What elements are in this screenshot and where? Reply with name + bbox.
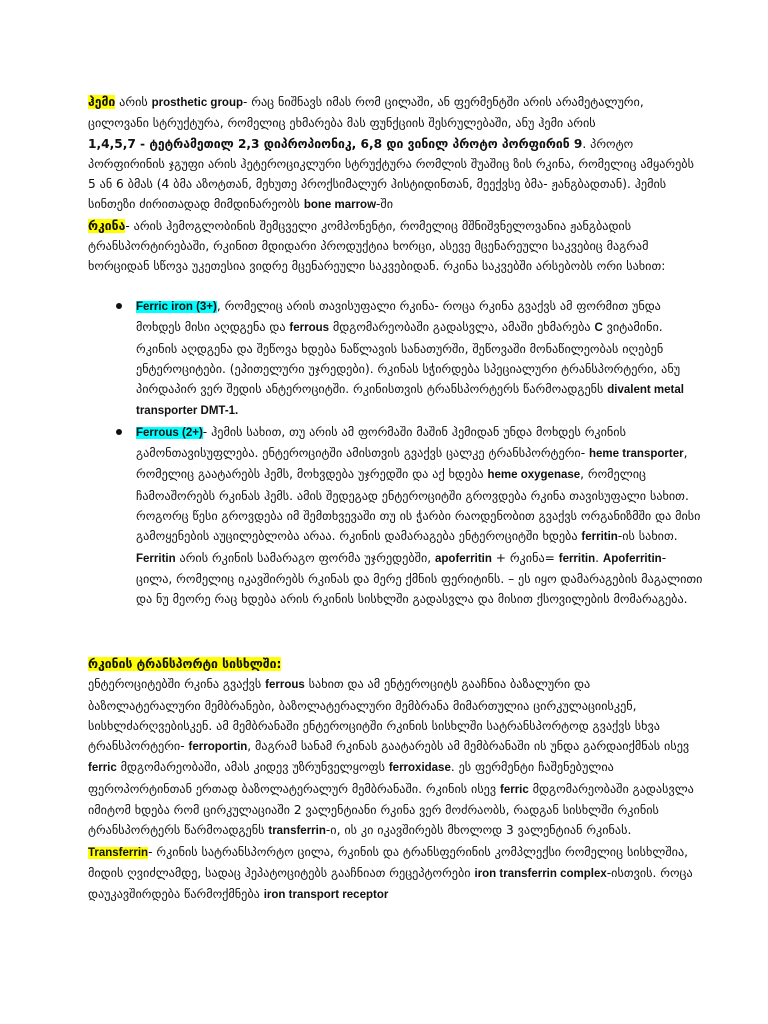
term: heme oxygenase bbox=[487, 469, 581, 482]
text: - რაც ნიშნავს იმას რომ ცილაში, ან ფერმენტში არის არამეტალური, ცილოვანი სტრუქტურა, რომელიც ეხმარება მას ფუნქციის შესრულებაში, ანუ ჰემი არის bbox=[88, 95, 644, 131]
term: ferrous bbox=[289, 322, 330, 335]
text: . პროტო პორფირინის ჯგუფი არის ჰეტეროციკლური სტრუქტურა რომლის შუაშიც ზის რკინა, რომელიც ამყარებს 5 ან 6 ბმას (4 ბმა აზოტთან, მეხუთე პროქსიმალურ ჰისტიდინთან, მეექვსე ბმა- ჟანგბადთან). ჰემის სინთეზი ძირითადად მიმდინარეობს bbox=[88, 136, 694, 212]
term: Ferritin bbox=[136, 552, 176, 565]
text: , რომელიც ჩამოაშორებს რკინას ჰემს. ამის შედეგად ენტეროციტში გროვდება რკინა თავისუფალი სახით. როგორც წესი გროვდება იმ შემთხვევაში თუ ის ჭარბი რაოდენობით გვაქვს ორგანიზმში და მისი გამოყენების აუცილებლობა არაა. რკინის დამარაგება ენტეროციტში ხდება bbox=[136, 467, 701, 544]
text: , რომელიც არის თავისუფალი რკინა- როცა რკინა გვაქვს ამ ფორმით უნდა მოხდეს მისი აღდგენა და bbox=[136, 299, 661, 335]
text: მდგომარეობაში გადასვლა, ამაში ეხმარება bbox=[329, 320, 595, 335]
term: Apoferritin bbox=[602, 552, 662, 565]
ferric-iron-term: Ferric iron (3+) bbox=[136, 301, 217, 313]
text: -ისთვის. როცა დაუკავშირდება წარმოქმნება bbox=[88, 865, 693, 902]
transferrin-term: Transferrin bbox=[88, 846, 149, 859]
term: ferritin bbox=[558, 552, 596, 565]
term: heme transporter bbox=[589, 448, 684, 461]
term: apoferritin bbox=[435, 552, 492, 565]
text: . bbox=[595, 550, 603, 565]
bullet-icon bbox=[116, 303, 122, 309]
heme-paragraph bbox=[88, 92, 700, 277]
text: არის რკინის სამარაგო ფორმა უჯრედებში, bbox=[175, 550, 436, 565]
iron-term: რკინა bbox=[88, 218, 126, 233]
text: სახით და ამ ენტეროციტს გააჩნია ბაზალური და ბაზოლატერალური მემბრანები, ბაზოლატერალური მემბრანა მიმართულია ცირკულაციისკენ, სისხლძარღვებისკენ. ამ მემბრანაში ენტეროციტში რკინის სისხლში სატრანსპორტოდ გვაქვს სხვა ტრანსპორტერი- bbox=[88, 677, 660, 754]
text: - არის ჰემოგლობინის შემცველი კომპონენტი, რომელიც მშნიშვნელოვანია ჟანგბადის ტრანსპორტირებაში, რკინით მდიდარი პროდუქტია ხორცი, ასევე მცენარეული საკვებიც მაგრამ ხორციდან სწოვა უკეთესია ვიდრე მცენარეული საკვებიდან. რკინა საკვებში არსებობს ორი სახით: bbox=[88, 218, 666, 274]
section-heading: რკინის ტრანსპორტი სისხლში: bbox=[88, 657, 282, 671]
term: ferric bbox=[500, 783, 529, 796]
text: არის bbox=[115, 95, 152, 109]
term: ferroxidase bbox=[388, 762, 451, 775]
term: transferrin bbox=[268, 825, 326, 838]
prosthetic-group-term: prosthetic group bbox=[151, 97, 244, 109]
text: . ეს ფერმენტი ჩაშენებულია ფეროპორტინთან ერთად ბაზოლატერალურ მემბრანაში. რკინის ისევ bbox=[88, 760, 614, 796]
text: მდგომარეობაში, ამას კიდევ უზრუნველყოფს bbox=[116, 760, 389, 775]
text: - რკინის სატრანსპორტო ცილა, რკინის და ტრანსფერინის კომპლექსი რომელიც სისხლშია, მიდის ღვიძლამდე, სადაც ჰეპატოციტებს გააჩნიათ რეცეპტორები bbox=[88, 844, 689, 880]
bullet-icon bbox=[116, 429, 122, 435]
term: ferritin bbox=[581, 531, 618, 544]
term: iron transferrin complex bbox=[474, 867, 607, 880]
term: ferroportin bbox=[188, 741, 248, 754]
term: ferrous bbox=[265, 679, 305, 692]
term: ferric bbox=[88, 762, 117, 775]
text: -ის სახით. bbox=[617, 529, 678, 544]
text: , მაგრამ სანამ რკინას გაატარებს ამ მემბრანაში ის უნდა გარდაიქმნას ისევ bbox=[247, 739, 690, 754]
heme-term: ჰემი bbox=[88, 95, 116, 109]
dmt1-term: divalent metal transporter DMT-1. bbox=[136, 384, 684, 418]
list-item-ferric bbox=[116, 296, 704, 422]
text: -ში bbox=[376, 197, 394, 212]
text: + რკინა= bbox=[491, 550, 559, 565]
iron-forms-list bbox=[116, 296, 704, 609]
text: ვიტამინი. რკინის აღდგენა და შეწოვა ხდება ნაწლავის სანათურში, შეწოვაში მონაწილეობას იღებენ ენტეროციტები. (ეპითელური უჯრედები). რკინას სჭირდება სპეციალური ტრანსპორტერი, ანუ პირდაპირ ვერ შედის ანტეროციტში. რკინისთვის ტრანსპორტერს წარმოადგენს bbox=[136, 320, 681, 397]
text: ენტეროციტებში რკინა გვაქვს bbox=[88, 677, 266, 692]
bone-marrow-term: bone marrow bbox=[303, 199, 377, 212]
text: - ცილა, რომელიც იკავშირებს რკინას და მერე ქმნის ფერიტინს. – ეს იყო დამარაგების მაგალითი და ნუ მეორე რაც ხდება არის რკინის სისხლში გადასვლა და მისით ქსოვილების მომარაგება. bbox=[136, 550, 703, 607]
text: - ჰემის სახით, თუ არის ამ ფორმაში მაშინ ჰემიდან უნდა მოხდეს რკინის გამონთავისუფლება. ენტეროციტში ამისთვის გვაქვს ცალკე ტრანსპორტერი- bbox=[136, 424, 626, 461]
ferrous-term: Ferrous (2+) bbox=[136, 426, 203, 439]
term: C bbox=[594, 322, 603, 335]
term: iron transport receptor bbox=[263, 889, 389, 902]
text: მდგომარეობაში გადასვლა იმიტომ ხდება რომ ცირკულაციაში 2 ვალენტიანი რკინა ვერ მოძრაობს, რადგან სისხლში რკინის ტრანსპორტერს წარმოადგენს bbox=[88, 781, 694, 838]
transport-section bbox=[88, 654, 700, 906]
text: -ი, ის კი იკავშირებს მხოლოდ 3 ვალენტიან რკინას. bbox=[325, 823, 632, 838]
list-item-ferrous bbox=[116, 422, 704, 610]
heme-formula: 1,4,5,7 - ტეტრამეთილ 2,3 დიპროპიონიკ, 6,8 დი ვინილ პროტო პორფირინ 9 bbox=[88, 136, 583, 151]
text: , რომელიც გაატარებს ჰემს, მოხვდება უჯრედში და აქ ხდება bbox=[136, 446, 688, 482]
